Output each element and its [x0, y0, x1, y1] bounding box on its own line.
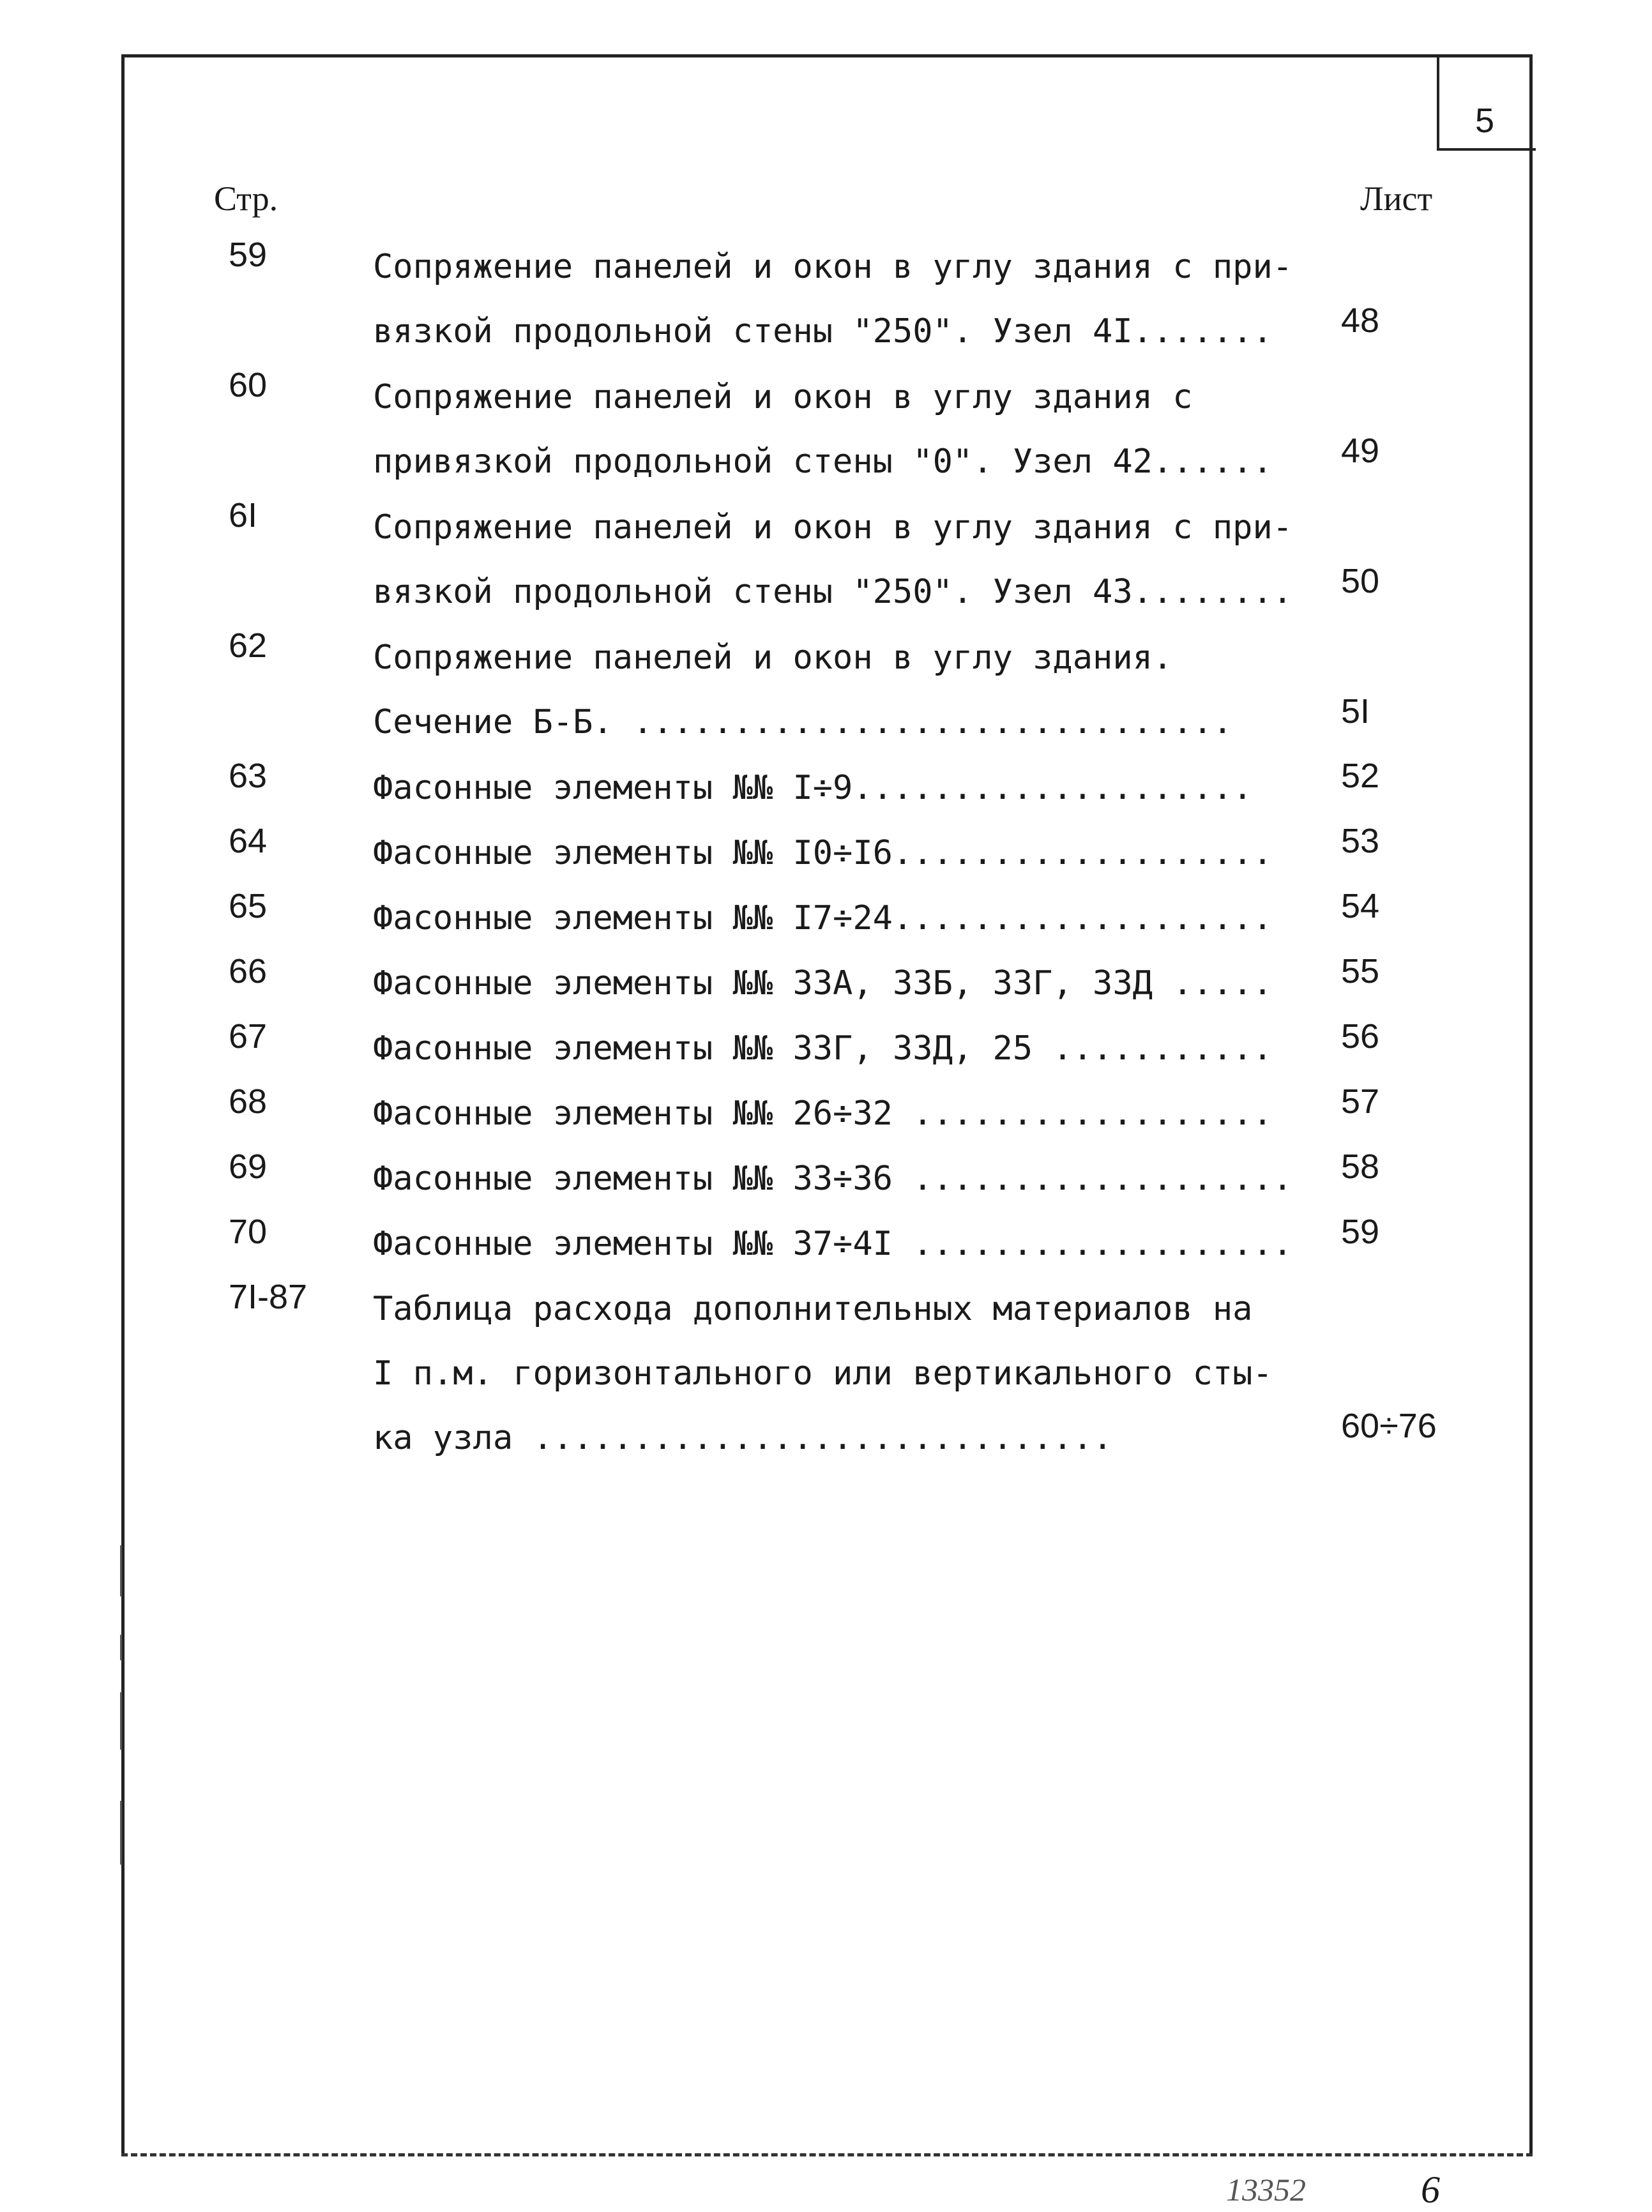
page-column-header: Стр. [214, 179, 278, 218]
entry-page: 65 [229, 887, 268, 925]
toc-entry [0, 1212, 1652, 1276]
entry-title: Фасонные элементы №№ I7÷24................... [373, 899, 1273, 937]
entry-sheet: 60÷76 [1341, 1407, 1437, 1445]
toc-entry [0, 886, 1652, 950]
entry-title: Фасонные элементы №№ I÷9.................... [373, 769, 1253, 807]
entry-title: Фасонные элементы №№ 26÷32 .................. [373, 1095, 1273, 1133]
entry-title: Таблица расхода дополнительных материалов на I п.м. горизонтального или вертикального сты- ка узла ............................. [373, 1290, 1273, 1457]
entry-sheet: 52 [1341, 757, 1380, 795]
entry-sheet: 58 [1341, 1148, 1380, 1186]
entry-title: Фасонные элементы №№ 33Г, 33Д, 25 ........... [373, 1029, 1273, 1068]
entry-page: 60 [229, 366, 268, 404]
entry-page: 6I [229, 496, 258, 534]
toc-entry [0, 1082, 1652, 1146]
toc-entry [0, 821, 1652, 885]
document-code: 13352 [1226, 2172, 1306, 2208]
toc-entry [0, 365, 1652, 481]
entry-sheet: 5I [1341, 692, 1370, 731]
entry-title: Сопряжение панелей и окон в углу здания с привязкой продольной стены "0". Узел 42...... [373, 378, 1273, 481]
edge-mark [120, 1801, 122, 1865]
entry-title: Фасонные элементы №№ I0÷I6................... [373, 834, 1273, 872]
sheet-number: 5 [1475, 102, 1495, 140]
toc-entry [0, 1017, 1652, 1080]
entry-page: 68 [229, 1082, 268, 1121]
entry-page: 70 [229, 1213, 268, 1251]
entry-page: 69 [229, 1148, 268, 1186]
toc-entry [0, 756, 1652, 820]
toc-entry [0, 1147, 1652, 1211]
toc-entry [0, 626, 1652, 741]
entry-page: 64 [229, 822, 268, 860]
page-number: 6 [1421, 2169, 1440, 2211]
entry-title: Сопряжение панелей и окон в углу здания с при- вязкой продольной стены "250". Узел 43........ [373, 508, 1293, 611]
entry-title: Сопряжение панелей и окон в углу здания. Сечение Б-Б. .............................. [373, 639, 1233, 741]
edge-mark [120, 1545, 122, 1596]
frame-bottom-line [121, 2153, 1533, 2156]
entry-page: 62 [229, 626, 268, 665]
entry-sheet: 49 [1341, 432, 1380, 470]
entry-sheet: 48 [1341, 301, 1380, 340]
entry-page: 7I-87 [229, 1278, 308, 1316]
entry-sheet: 56 [1341, 1017, 1380, 1056]
toc-entry [0, 951, 1652, 1015]
entry-page: 59 [229, 236, 268, 274]
toc-entry [0, 235, 1652, 351]
entry-sheet: 57 [1341, 1082, 1380, 1121]
entry-title: Фасонные элементы №№ 37÷4I ................... [373, 1225, 1293, 1263]
edge-mark [120, 1692, 122, 1750]
entry-sheet: 55 [1341, 952, 1380, 990]
entry-sheet: 50 [1341, 562, 1380, 600]
entry-title: Сопряжение панелей и окон в углу здания с при- вязкой продольной стены "250". Узел 4I....... [373, 248, 1293, 351]
edge-mark [120, 1635, 122, 1660]
entry-sheet: 59 [1341, 1213, 1380, 1251]
entry-page: 63 [229, 757, 268, 795]
entry-page: 67 [229, 1017, 268, 1056]
entry-page: 66 [229, 952, 268, 990]
sheet-column-header: Лист [1360, 179, 1433, 218]
toc-entry [0, 1277, 1652, 1457]
entry-sheet: 54 [1341, 887, 1380, 925]
entry-title: Фасонные элементы №№ 33А, 33Б, 33Г, 33Д ..... [373, 964, 1273, 1003]
entry-title: Фасонные элементы №№ 33÷36 ................... [373, 1160, 1293, 1198]
toc-entry [0, 496, 1652, 611]
entry-sheet: 53 [1341, 822, 1380, 860]
